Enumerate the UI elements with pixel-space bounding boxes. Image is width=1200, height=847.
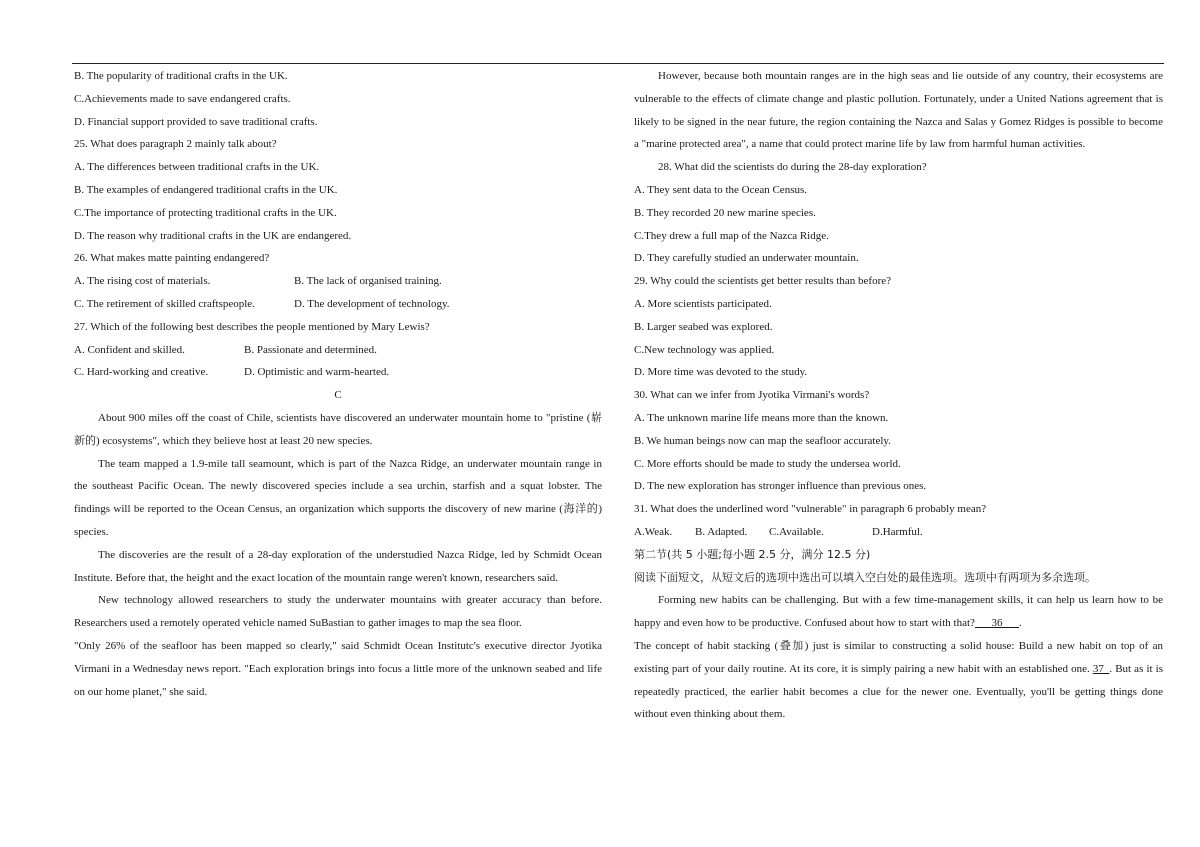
options-26-row2: [74, 293, 602, 316]
option-c-31: C.Available.: [769, 525, 824, 538]
passage-paragraph-1: About 900 miles off the coast of Chile, scientists have discovered an underwater mountain home to "pristine (崭新的) ecosystems", which they believe host at least 20 new species.: [74, 411, 602, 447]
option-a-31: A.Weak.: [634, 525, 673, 538]
question-31: 31. What does the underlined word "vulnerable" in paragraph 6 probably mean?: [634, 503, 987, 516]
option-c-30: C. More efforts should be made to study the undersea world.: [634, 457, 901, 470]
habit-paragraph-1-text: Forming new habits can be challenging. But with a few time-management skills, it can help us learn how to be happy and even how to be productive. Confused about how to start with that?: [634, 594, 1163, 630]
option-a-26: A. The rising cost of materials.: [74, 275, 211, 288]
question-29: 29. Why could the scientists get better results than before?: [634, 275, 892, 288]
option-d-26: D. The development of technology.: [294, 297, 450, 310]
option-b-30: B. We human beings now can map the seafloor accurately.: [634, 434, 891, 447]
passage-habit-paragraph-1: [634, 589, 1163, 635]
passage-habit-paragraph-2: [634, 635, 1163, 726]
passage-c-heading: C: [334, 389, 342, 402]
option-b-31: B. Adapted.: [695, 525, 748, 538]
option-d-29: D. More time was devoted to the study.: [634, 366, 808, 379]
passage-paragraph-5: "Only 26% of the seafloor has been mapped so clearly," said Schmidt Ocean Institutc's executive director Jyotika Virmani in a Wednesday news report. "Each exploration brings into focus a little more of the unknown seabed and life on our home planet," she said.: [74, 639, 602, 698]
question-25: 25. What does paragraph 2 mainly talk about?: [74, 138, 277, 151]
question-27: 27. Which of the following best describes the people mentioned by Mary Lewis?: [74, 320, 430, 333]
option-b-29: B. Larger seabed was explored.: [634, 320, 773, 333]
option-c-24: C.Achievements made to save endangered crafts.: [74, 92, 291, 105]
passage-paragraph-2: The team mapped a 1.9-mile tall seamount, which is part of the Nazca Ridge, an underwater mountain range in the southeast Pacific Ocean. The newly discovered species include a sea urchin, starfish and a squat lobster. The findings will be reported to the Ocean Census, an organization which supports the discovery of new marine (海洋的) species.: [74, 457, 602, 538]
left-column: [74, 65, 602, 703]
option-a-27: A. Confident and skilled.: [74, 343, 185, 356]
habit-paragraph-2-end: . But as it is repeatedly practiced, the earlier habit becomes a clue for the newer one. Eventually, you'll be getting things done without even thinking about them.: [634, 662, 1163, 721]
right-column: [634, 65, 1163, 726]
option-b-25: B. The examples of endangered traditional crafts in the UK.: [74, 183, 338, 196]
option-d-27: D. Optimistic and warm-hearted.: [244, 366, 390, 379]
question-26: 26. What makes matte painting endangered?: [74, 252, 270, 265]
option-d-24: D. Financial support provided to save traditional crafts.: [74, 115, 318, 128]
option-b-26: B. The lack of organised training.: [294, 275, 442, 288]
option-b-24: B. The popularity of traditional crafts in the UK.: [74, 70, 288, 82]
option-b-27: B. Passionate and determined.: [244, 343, 377, 356]
option-d-25: D. The reason why traditional crafts in the UK are endangered.: [74, 229, 352, 242]
passage-paragraph-4: New technology allowed researchers to study the underwater mountains with greater accuracy than before. Researchers used a remotely operated vehicle named SuBastian to gather images to map the sea floor.: [74, 594, 602, 630]
option-c-26: C. The retirement of skilled craftspeople.: [74, 297, 255, 310]
options-27-row2: [74, 361, 602, 384]
option-c-28: C.They drew a full map of the Nazca Ridge.: [634, 229, 829, 242]
section-2-instructions: 阅读下面短文，从短文后的选项中选出可以填入空白处的最佳选项。选项中有两项为多余选项。: [634, 570, 1096, 584]
option-d-31: D.Harmful.: [872, 525, 923, 538]
option-a-28: A. They sent data to the Ocean Census.: [634, 183, 808, 196]
option-a-29: A. More scientists participated.: [634, 297, 772, 310]
section-2-heading: 第二节(共 5 小题;每小题 2.5 分，满分 12.5 分): [634, 547, 871, 561]
option-d-28: D. They carefully studied an underwater mountain.: [634, 252, 859, 265]
option-c-29: C.New technology was applied.: [634, 343, 775, 356]
options-26-row1: [74, 270, 602, 293]
option-a-30: A. The unknown marine life means more than the known.: [634, 411, 889, 424]
options-27-row1: [74, 339, 602, 362]
passage-paragraph-3: The discoveries are the result of a 28-day exploration of the understudied Nazca Ridge, led by Schmidt Ocean Institute. Before that, the height and the exact location of the mountain range weren't known, researchers said.: [74, 548, 602, 584]
option-c-25: C.The importance of protecting traditional crafts in the UK.: [74, 206, 337, 219]
blank-36: ___36___: [974, 617, 1019, 630]
question-30: 30. What can we infer from Jyotika Virmani's words?: [634, 389, 870, 402]
option-a-25: A. The differences between traditional crafts in the UK.: [74, 161, 320, 174]
habit-paragraph-2-text: The concept of habit stacking (叠加) just is similar to constructing a solid house: Build a new habit on top of an existing part of your daily routine. At its core, it is simply pairing a new habit with an established one.: [634, 639, 1163, 675]
option-b-28: B. They recorded 20 new marine species.: [634, 206, 816, 219]
blank-37: 37_: [1092, 662, 1110, 675]
option-d-30: D. The new exploration has stronger influence than previous ones.: [634, 480, 927, 493]
option-c-27: C. Hard-working and creative.: [74, 366, 209, 379]
passage-paragraph-6: However, because both mountain ranges are in the high seas and lie outside of any country, their ecosystems are vulnerable to the effects of climate change and plastic pollution. Fortunately, under a United Nations agreement that is likely to be signed in the near future, the region containing the Nazca and Salas y Gomez Ridges is possible to become a "marine protected area", a name that could protect marine life by law from harmful human activities.: [634, 70, 1163, 151]
blank-36-period: .: [1018, 617, 1022, 630]
header-rule: [72, 63, 1164, 64]
options-31-row: [634, 521, 1163, 544]
question-28: 28. What did the scientists do during the 28-day exploration?: [658, 161, 927, 174]
